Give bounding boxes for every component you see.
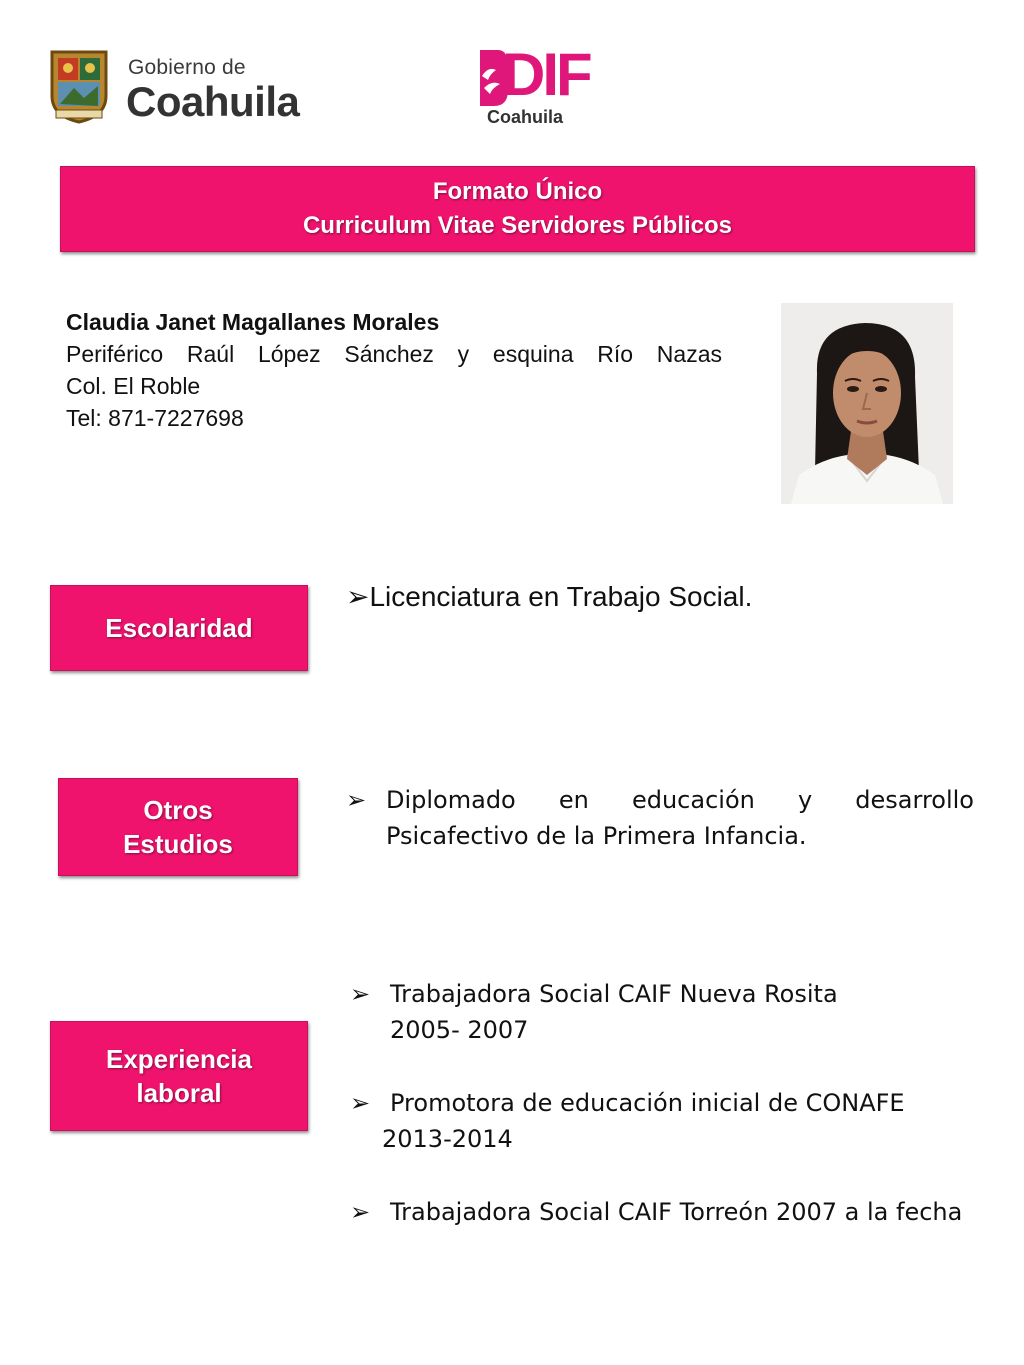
portrait-image	[781, 303, 953, 504]
experiencia-label-line1: Experiencia	[106, 1044, 252, 1074]
phone-line: Tel: 871-7227698	[66, 405, 244, 431]
experiencia-list	[350, 976, 990, 1230]
header-subtitle: Curriculum Vitae Servidores Públicos	[302, 212, 733, 239]
contact-block	[66, 306, 722, 434]
list-item	[350, 1194, 990, 1230]
colonia-line: Col. El Roble	[66, 373, 201, 399]
otros-text-line2: Psicafectivo de la Primera Infancia.	[386, 822, 807, 850]
otros-label-line1: Otros	[143, 795, 213, 825]
job-title: Trabajadora Social CAIF Nueva Rosita	[390, 980, 838, 1008]
otros-estudios-item	[346, 782, 974, 854]
profile-photo	[781, 303, 953, 504]
otros-estudios-label	[58, 778, 298, 876]
otros-label-line2: Estudios	[123, 829, 233, 859]
job-title: Trabajadora Social CAIF Torreón 2007 a la fecha	[390, 1198, 963, 1226]
arrow-bullet-icon: ➢	[350, 1089, 371, 1117]
otros-text-line1: Diplomado en educación y desarrollo	[386, 786, 974, 814]
gobierno-de-text: Gobierno de	[128, 56, 246, 79]
escolaridad-label	[50, 585, 308, 671]
coahuila-coat-of-arms-icon	[44, 46, 114, 124]
experiencia-laboral-label	[50, 1021, 308, 1131]
job-dates: 2013-2014	[382, 1125, 513, 1153]
gobierno-coahuila-logo	[44, 46, 304, 126]
escolaridad-text: Licenciatura en Trabajo Social.	[369, 581, 753, 612]
arrow-bullet-icon: ➢	[346, 786, 367, 814]
dif-wordmark: DIF	[502, 41, 590, 108]
escolaridad-item	[346, 578, 752, 616]
header-title: Formato Único	[432, 178, 603, 205]
coahuila-text: Coahuila	[126, 78, 300, 125]
address-line: Periférico Raúl López Sánchez y esquina Río Nazas	[66, 341, 722, 367]
dif-coahuila-text: Coahuila	[487, 107, 564, 127]
job-title: Promotora de educación inicial de CONAFE	[390, 1089, 905, 1117]
list-item	[350, 976, 990, 1048]
list-item	[350, 1085, 990, 1157]
arrow-bullet-icon: ➢	[350, 980, 371, 1008]
dif-coahuila-logo	[476, 41, 590, 130]
experiencia-label-line2: laboral	[136, 1078, 222, 1108]
arrow-bullet-icon: ➢	[350, 1198, 371, 1226]
arrow-bullet-icon: ➢	[346, 580, 370, 613]
job-dates: 2005- 2007	[390, 1016, 529, 1044]
escolaridad-label-text: Escolaridad	[105, 613, 253, 643]
person-name: Claudia Janet Magallanes Morales	[66, 309, 440, 335]
header-banner	[60, 166, 975, 252]
